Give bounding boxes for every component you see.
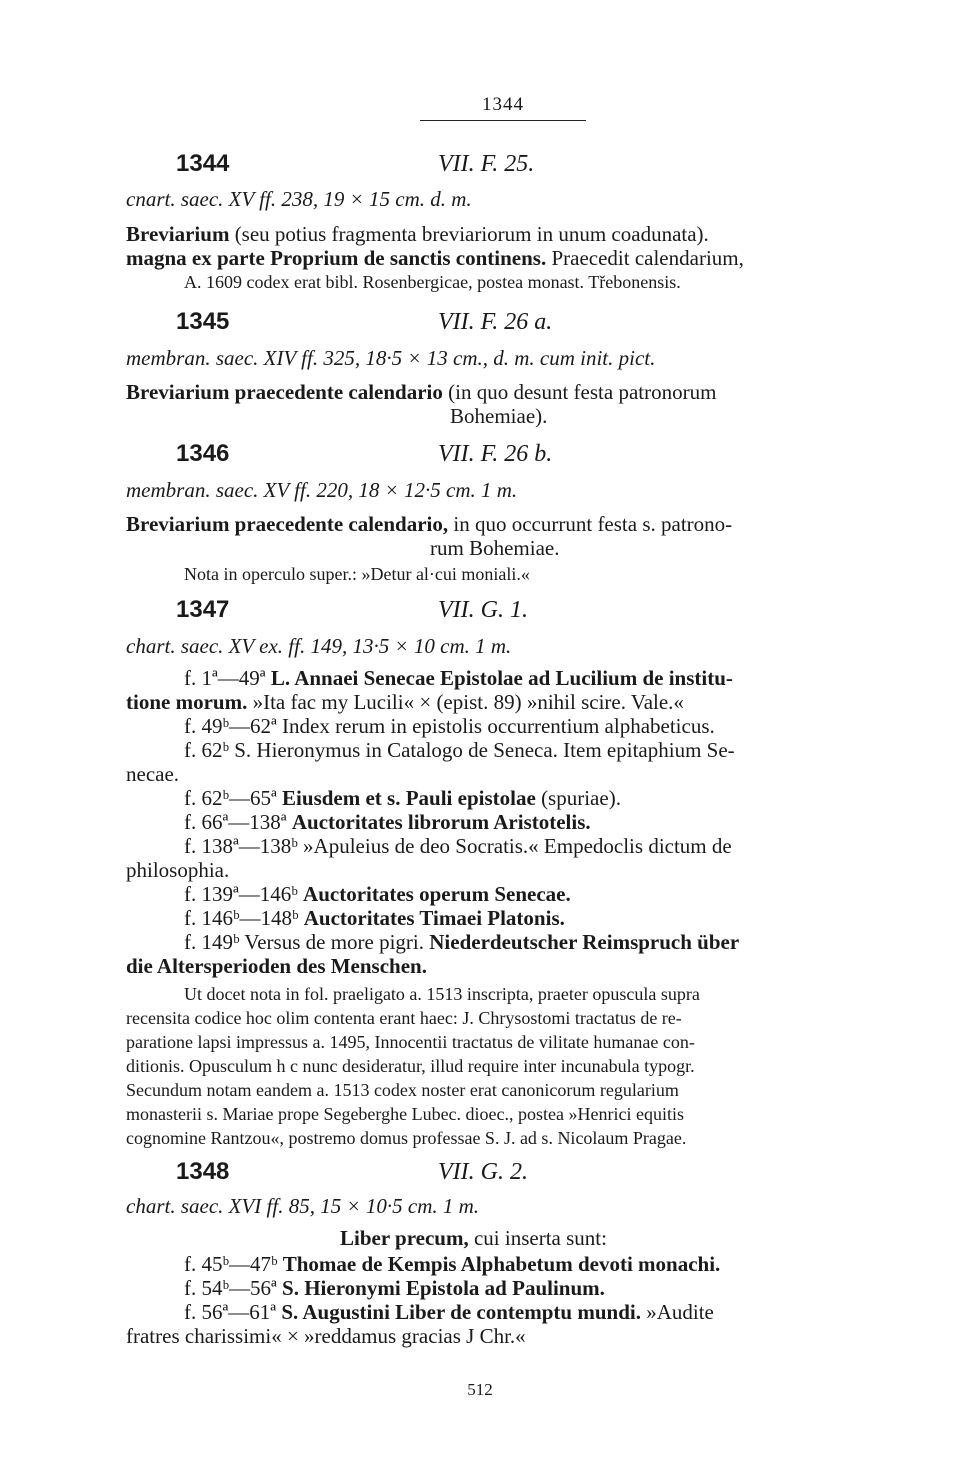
- entry-1347-physical: chart. saec. XV ex. ff. 149, 13·5 × 10 cm. 1 m.: [126, 634, 512, 658]
- entry-1347-item: f. 62ᵇ S. Hieronymus in Catalogo de Seneca. Item epitaphium Se-: [184, 738, 735, 762]
- entry-1344-line-1: Breviarium (seu potius fragmenta breviariorum in unum coadunata).: [126, 222, 709, 246]
- entry-1344-physical: cnart. saec. XV ff. 238, 19 × 15 cm. d. m.: [126, 187, 472, 211]
- entry-1347-item: f. 138ª—138ᵇ »Apuleius de deo Socratis.« Empedoclis dictum de: [184, 834, 732, 858]
- entry-1347-item: necae.: [126, 762, 180, 786]
- entry-1347-signature: VII. G. 1.: [438, 597, 528, 623]
- entry-1347-note-line: paratione lapsi impressus a. 1495, Innocentii tractatus de vilitate humanae con-: [126, 1032, 695, 1052]
- entry-1346-line-1: Breviarium praecedente calendario, in quo occurrunt festa s. patrono-: [126, 512, 733, 536]
- entry-1344-line-3: A. 1609 codex erat bibl. Rosenbergicae, postea monast. Třebonensis.: [184, 272, 681, 292]
- entry-1348-signature: VII. G. 2.: [438, 1159, 528, 1185]
- header-rule: [420, 120, 586, 121]
- entry-1348-physical: chart. saec. XVI ff. 85, 15 × 10·5 cm. 1 m.: [126, 1194, 480, 1218]
- entry-1344-line-2: magna ex parte Proprium de sanctis continens. Praecedit calendarium,: [126, 246, 744, 270]
- entry-1347-note-line: ditionis. Opusculum h c nunc desideratur, illud require inter incunabula typogr.: [126, 1056, 695, 1076]
- entry-1344-number: 1344: [176, 150, 230, 177]
- entry-1347-item: f. 139ª—146ᵇ Auctoritates operum Senecae.: [184, 882, 571, 906]
- entry-1347-item: f. 1ª—49ª L. Annaei Senecae Epistolae ad Lucilium de institu-: [184, 666, 733, 690]
- entry-1347-note-line: monasterii s. Mariae prope Segeberghe Lubec. dioec., postea »Henrici equitis: [126, 1104, 684, 1124]
- entry-1345-line-1: Breviarium praecedente calendario (in quo desunt festa patronorum: [126, 380, 717, 404]
- running-head: 1344: [482, 94, 524, 115]
- entry-1347-item: f. 49ᵇ—62ª Index rerum in epistolis occurrentium alphabeticus.: [184, 714, 715, 738]
- entry-1347-note-line: Secundum notam eandem a. 1513 codex noster erat canonicorum regularium: [126, 1080, 679, 1100]
- entry-1347-note-line: recensita codice hoc olim contenta erant haec: J. Chrysostomi tractatus de re-: [126, 1008, 682, 1028]
- entry-1345-physical: membran. saec. XIV ff. 325, 18·5 × 13 cm., d. m. cum init. pict.: [126, 346, 656, 370]
- entry-1348-item: f. 45ᵇ—47ᵇ Thomae de Kempis Alphabetum devoti monachi.: [184, 1252, 721, 1276]
- entry-1347-item: philosophia.: [126, 858, 230, 882]
- entry-1347-item: f. 149ᵇ Versus de more pigri. Niederdeutscher Reimspruch über: [184, 930, 740, 954]
- page-number: 512: [467, 1380, 493, 1399]
- entry-1348-number: 1348: [176, 1158, 230, 1185]
- entry-1345-line-2: Bohemiae).: [450, 404, 548, 428]
- entry-1347-note-line: cognomine Rantzou«, postremo domus professae S. J. ad s. Nicolaum Pragae.: [126, 1128, 687, 1148]
- entry-1347-item: f. 146ᵇ—148ᵇ Auctoritates Timaei Platonis.: [184, 906, 565, 930]
- entry-1347-note-line: Ut docet nota in fol. praeligato a. 1513 inscripta, praeter opuscula supra: [184, 984, 700, 1004]
- entry-1348-intro: Liber precum, cui inserta sunt:: [340, 1226, 607, 1250]
- entry-1348-item: fratres charissimi« × »reddamus gracias J Chr.«: [126, 1324, 526, 1348]
- entry-1348-item: f. 56ª—61ª S. Augustini Liber de contemptu mundi. »Audite: [184, 1300, 714, 1324]
- entry-1345-signature: VII. F. 26 a.: [438, 309, 553, 335]
- entry-1344-signature: VII. F. 25.: [438, 151, 535, 177]
- entry-1345-number: 1345: [176, 308, 230, 335]
- entry-1347-item: f. 66ª—138ª Auctoritates librorum Aristotelis.: [184, 810, 591, 834]
- entry-1347-item: tione morum. »Ita fac my Lucili« × (epist. 89) »nihil scire. Vale.«: [126, 690, 684, 714]
- entry-1346-line-2: rum Bohemiae.: [430, 536, 560, 560]
- entry-1346-number: 1346: [176, 440, 230, 467]
- entry-1347-number: 1347: [176, 596, 230, 623]
- entry-1346-note: Nota in operculo super.: »Detur al·cui moniali.«: [184, 564, 530, 584]
- entry-1346-physical: membran. saec. XV ff. 220, 18 × 12·5 cm. 1 m.: [126, 478, 518, 502]
- entry-1346-signature: VII. F. 26 b.: [438, 441, 553, 467]
- entry-1347-item: f. 62ᵇ—65ª Eiusdem et s. Pauli epistolae (spuriae).: [184, 786, 621, 810]
- entry-1347-item: die Altersperioden des Menschen.: [126, 954, 427, 978]
- entry-1348-item: f. 54ᵇ—56ª S. Hieronymi Epistola ad Paulinum.: [184, 1276, 605, 1300]
